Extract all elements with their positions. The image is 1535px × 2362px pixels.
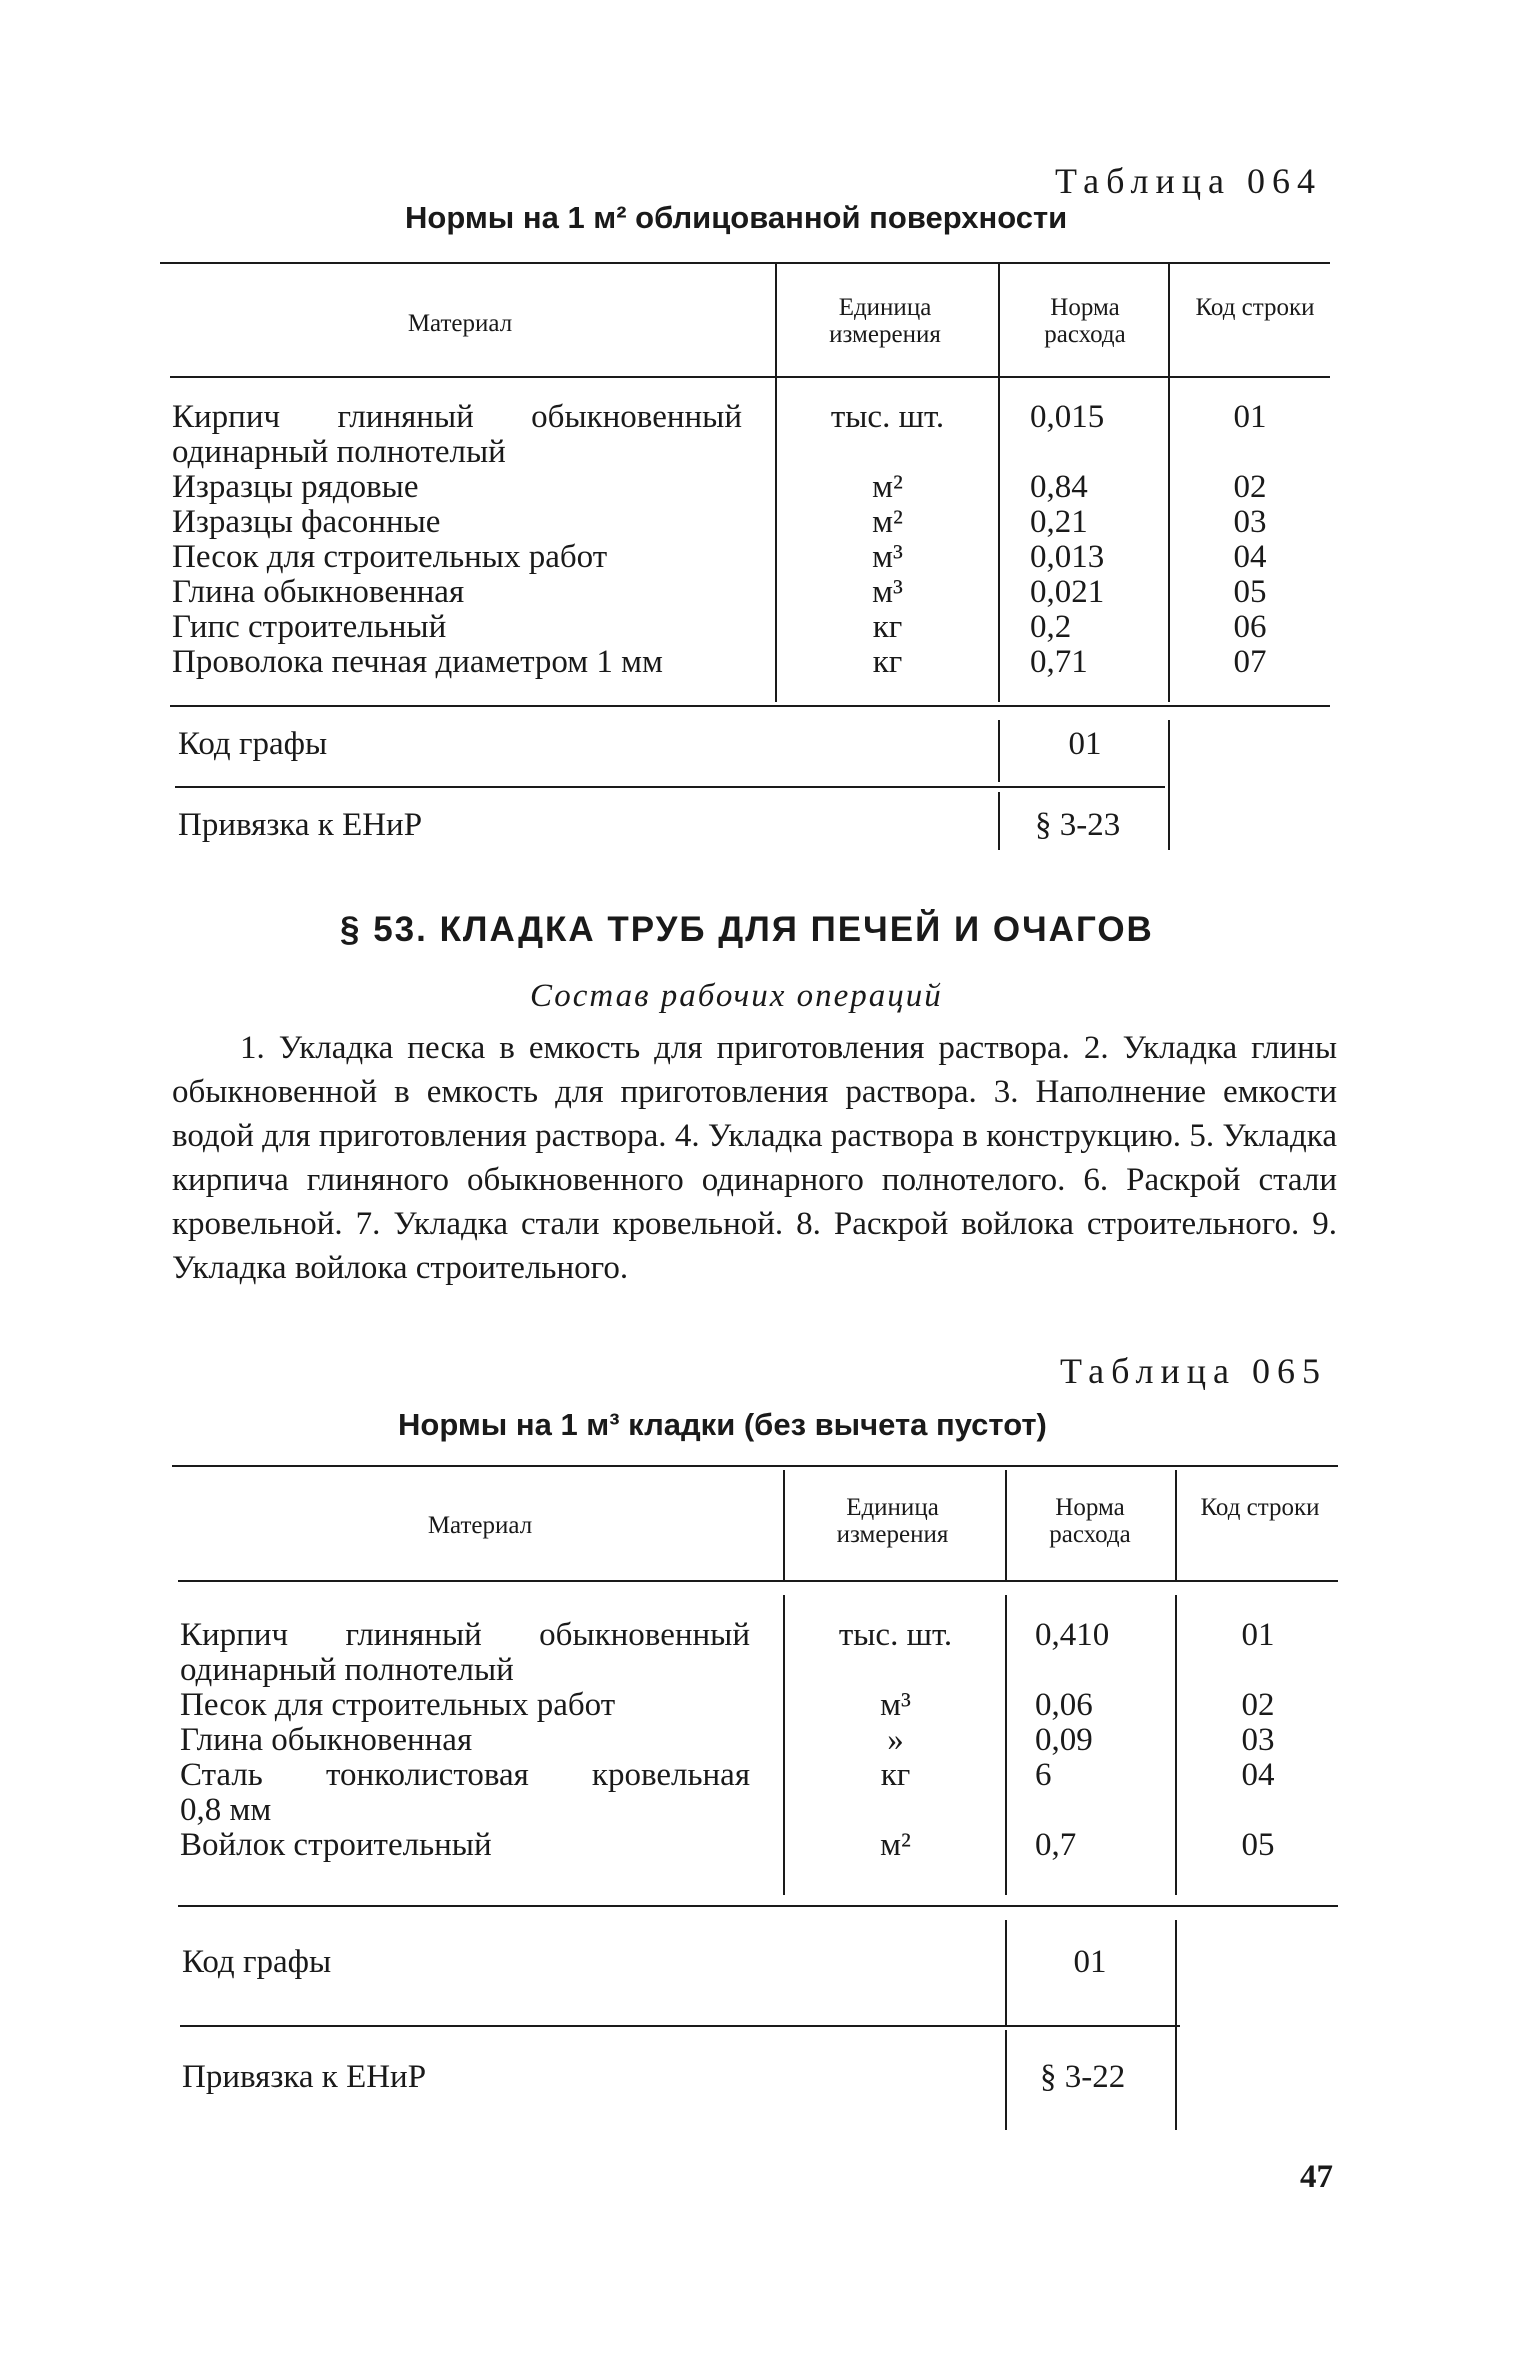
table-row-norm: 0,09 [1035, 1722, 1093, 1758]
table-row-material: Кирпич глиняный обыкновенный [180, 1617, 750, 1653]
table-row-code: 02 [1241, 1687, 1275, 1723]
table-row-norm: 0,71 [1030, 644, 1088, 680]
section-title: § 53. КЛАДКА ТРУБ ДЛЯ ПЕЧЕЙ И ОЧАГОВ [340, 910, 1154, 949]
table-row-material: Сталь тонколистовая кровельная [180, 1757, 750, 1793]
col-divider [1005, 1595, 1007, 1895]
table-row-norm: 0,013 [1030, 539, 1105, 575]
table-row-code: 05 [1233, 574, 1267, 610]
footer-rule [180, 2025, 1180, 2027]
table-row-unit: тыс. шт. [830, 399, 945, 435]
table-row-material: Изразцы рядовые [172, 469, 419, 505]
table-row-material: Кирпич глиняный обыкновенный [172, 399, 742, 435]
table-row-code: 05 [1241, 1827, 1275, 1863]
col-divider [783, 1595, 785, 1895]
header-rule [178, 1580, 1338, 1582]
table-row-material: Гипс строительный [172, 609, 447, 645]
col-divider [998, 792, 1000, 850]
table-caption: Нормы на 1 м³ кладки (без вычета пустот) [398, 1407, 1047, 1442]
table-row-norm: 0,21 [1030, 504, 1088, 540]
table-row-norm: 6 [1035, 1757, 1052, 1793]
header-norm: Норма расхода [1044, 294, 1126, 348]
table-row-norm: 0,84 [1030, 469, 1088, 505]
col-divider [775, 262, 777, 702]
header-unit: Единица измерения [836, 1494, 949, 1548]
table-row-material: Проволока печная диаметром 1 мм [172, 644, 663, 680]
table-row-norm: 0,06 [1035, 1687, 1093, 1723]
table-row-unit: м³ [880, 1687, 911, 1723]
table-row-material: Глина обыкновенная [180, 1722, 473, 1758]
table-label: Таблица 064 [1055, 161, 1322, 201]
table-row-material: Глина обыкновенная [172, 574, 465, 610]
body-bottom-rule [178, 1905, 1338, 1907]
footer-link-label: Привязка к ЕНиР [178, 807, 423, 843]
footer-code-value: 01 [1068, 726, 1102, 762]
col-divider [1168, 262, 1170, 702]
table-row-unit: м³ [872, 539, 903, 575]
footer-link-value: § 3-22 [1040, 2059, 1126, 2095]
table-row-unit: тыс. шт. [838, 1617, 953, 1653]
table-row-code: 07 [1233, 644, 1267, 680]
col-divider [1005, 1920, 1007, 2025]
table-row-material: 0,8 мм [180, 1792, 272, 1828]
table-row-norm: 0,410 [1035, 1617, 1110, 1653]
table-row-material: Песок для строительных работ [172, 539, 608, 575]
table-row-norm: 0,015 [1030, 399, 1105, 435]
table-row-code: 04 [1233, 539, 1267, 575]
col-divider [1005, 2030, 1007, 2130]
header-material: Материал [407, 310, 513, 337]
footer-link-label: Привязка к ЕНиР [182, 2059, 427, 2095]
table-row-unit: м² [880, 1827, 911, 1863]
page-number: 47 [1300, 2159, 1333, 2195]
body-bottom-rule [170, 705, 1330, 707]
section-text: 1. Укладка песка в емкость для приготовления раствора. 2. Укладка глины обыкновенной в емкость для приготовления раствора. 3. Наполнение емкости водой для приготовления раствора. 4. Укладка раствора в конструкцию. 5. Укладка кирпича глиняного обыкновенного одинарного полнотелого. 6. Раскрой стали кровельной. 7. Укладка стали кровельной. 8. Раскрой войлока строительного. 9. Укладка войлока строительного. [172, 1030, 1337, 1286]
table-row-norm: 0,7 [1035, 1827, 1077, 1863]
col-divider [1175, 1470, 1177, 1580]
footer-rule [175, 786, 1165, 788]
header-rule [170, 376, 1330, 378]
header-unit: Единица измерения [829, 294, 941, 348]
header-code: Код строки [1200, 1494, 1320, 1521]
table-row-code: 03 [1241, 1722, 1275, 1758]
table-row-unit: кг [872, 609, 903, 645]
footer-code-value: 01 [1073, 1944, 1107, 1980]
table-row-code: 02 [1233, 469, 1267, 505]
table-row-unit: м² [872, 504, 903, 540]
table-row-unit: м² [872, 469, 903, 505]
footer-link-value: § 3-23 [1035, 807, 1121, 843]
col-divider [1005, 1470, 1007, 1580]
table-row-code: 06 [1233, 609, 1267, 645]
header-material: Материал [427, 1512, 533, 1539]
col-divider [998, 262, 1000, 702]
header-code: Код строки [1195, 294, 1315, 321]
col-divider [1168, 720, 1170, 850]
col-divider [783, 1470, 785, 1580]
table-row-norm: 0,2 [1030, 609, 1072, 645]
table-label: Таблица 065 [1060, 1351, 1327, 1391]
header-norm: Норма расхода [1049, 1494, 1131, 1548]
table-row-code: 03 [1233, 504, 1267, 540]
table-row-unit: » [887, 1722, 904, 1758]
table-row-material: Песок для строительных работ [180, 1687, 616, 1723]
table-top-rule [172, 1465, 1338, 1467]
footer-code-label: Код графы [178, 726, 328, 762]
table-row-code: 04 [1241, 1757, 1275, 1793]
section-subtitle: Состав рабочих операций [530, 978, 943, 1014]
table-top-rule [160, 262, 1330, 264]
table-row-code: 01 [1241, 1617, 1275, 1653]
table-row-unit: кг [880, 1757, 911, 1793]
table-row-norm: 0,021 [1030, 574, 1105, 610]
table-row-material: одинарный полнотелый [180, 1652, 514, 1688]
col-divider [998, 720, 1000, 782]
table-row-unit: м³ [872, 574, 903, 610]
col-divider [1175, 1595, 1177, 1895]
table-row-material: одинарный полнотелый [172, 434, 506, 470]
table-caption: Нормы на 1 м² облицованной поверхности [405, 200, 1068, 235]
table-row-unit: кг [872, 644, 903, 680]
footer-code-label: Код графы [182, 1944, 332, 1980]
table-row-material: Изразцы фасонные [172, 504, 441, 540]
table-row-code: 01 [1233, 399, 1267, 435]
table-row-material: Войлок строительный [180, 1827, 492, 1863]
